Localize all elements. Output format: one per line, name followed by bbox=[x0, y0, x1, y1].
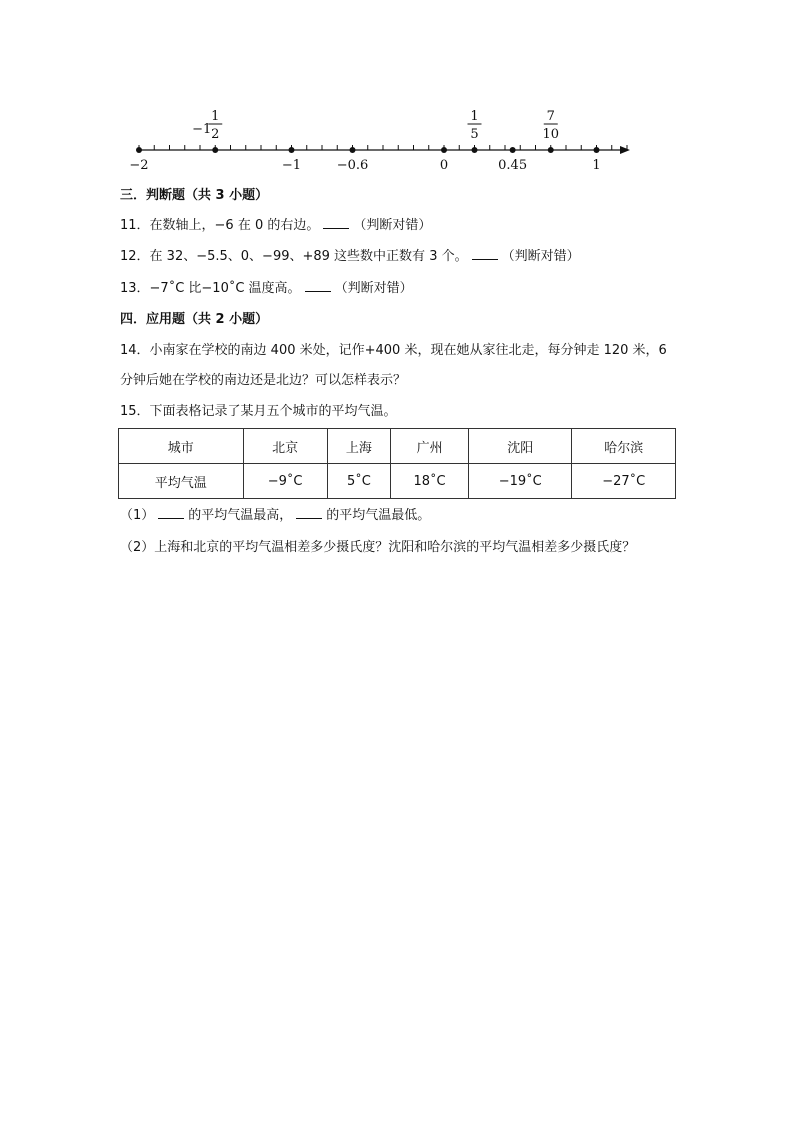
point-dot bbox=[136, 147, 142, 153]
fraction-whole: −1 bbox=[192, 122, 212, 137]
fraction-numerator: 1 bbox=[211, 109, 220, 124]
table-cell: 平均气温 bbox=[119, 464, 244, 499]
section4-heading: 四．应用题（共 2 小题） bbox=[120, 312, 269, 327]
axis-arrow bbox=[620, 146, 630, 154]
question-12 bbox=[120, 247, 580, 267]
tick-label: −1 bbox=[281, 158, 302, 173]
table-cell: 广州 bbox=[391, 429, 469, 464]
q12-answer-blank[interactable] bbox=[472, 247, 498, 260]
tick-label: 0.45 bbox=[498, 158, 528, 173]
section3-heading: 三．判断题（共 3 小题） bbox=[120, 188, 269, 203]
tick-label: 0 bbox=[439, 158, 449, 173]
temperature-table bbox=[118, 428, 676, 499]
sub-question-1 bbox=[120, 506, 430, 526]
table-cell: 上海 bbox=[327, 429, 391, 464]
sub1-blank-highest[interactable] bbox=[158, 506, 184, 519]
q12-tail: （判断对错） bbox=[501, 249, 580, 264]
table-cell: 北京 bbox=[243, 429, 327, 464]
fraction-numerator: 1 bbox=[470, 109, 479, 124]
table-row-header bbox=[119, 429, 676, 464]
sub1-prefix: （1） bbox=[120, 508, 155, 523]
fraction-numerator: 7 bbox=[546, 109, 555, 124]
fraction-denominator: 2 bbox=[211, 127, 220, 142]
tick-label: −0.6 bbox=[336, 158, 369, 173]
number-line-svg bbox=[110, 98, 650, 178]
table-cell: −9˚C bbox=[243, 464, 327, 499]
fraction-denominator: 5 bbox=[470, 127, 479, 142]
sub1-blank-lowest[interactable] bbox=[296, 506, 322, 519]
fraction-denominator: 10 bbox=[542, 127, 560, 142]
table-cell: 哈尔滨 bbox=[572, 429, 676, 464]
question-14-line2: 分钟后她在学校的南边还是北边？可以怎样表示？ bbox=[120, 373, 407, 388]
point-dot bbox=[289, 147, 295, 153]
point-dot bbox=[350, 147, 356, 153]
point-dot bbox=[441, 147, 447, 153]
question-15: 15．下面表格记录了某月五个城市的平均气温。 bbox=[120, 404, 397, 419]
point-dot bbox=[472, 147, 478, 153]
point-dot bbox=[510, 147, 516, 153]
sub1-suffix: 的平均气温最低。 bbox=[326, 508, 431, 523]
tick-label: 1 bbox=[592, 158, 601, 173]
point-dot bbox=[548, 147, 554, 153]
q13-answer-blank[interactable] bbox=[305, 279, 331, 292]
q12-text: 12．在 32、−5.5、0、−99、+89 这些数中正数有 3 个。 bbox=[120, 249, 468, 264]
table-cell: 5˚C bbox=[327, 464, 391, 499]
sub1-middle: 的平均气温最高， bbox=[188, 508, 293, 523]
table-row-temps bbox=[119, 464, 676, 499]
q11-tail: （判断对错） bbox=[353, 218, 432, 233]
q13-text: 13．−7˚C 比−10˚C 温度高。 bbox=[120, 281, 301, 296]
point-dot bbox=[212, 147, 218, 153]
question-13 bbox=[120, 279, 413, 299]
question-14-line1: 14．小南家在学校的南边 400 米处，记作+400 米，现在她从家往北走，每分钟走 120 米，6 bbox=[120, 343, 667, 358]
point-dot bbox=[594, 147, 600, 153]
tick-label: −2 bbox=[129, 158, 149, 173]
table-cell: 城市 bbox=[119, 429, 244, 464]
table-cell: 沈阳 bbox=[469, 429, 572, 464]
table-cell: −27˚C bbox=[572, 464, 676, 499]
q11-answer-blank[interactable] bbox=[323, 216, 349, 229]
table-cell: −19˚C bbox=[469, 464, 572, 499]
q11-text: 11．在数轴上，−6 在 0 的右边。 bbox=[120, 218, 320, 233]
number-line bbox=[110, 98, 650, 178]
q13-tail: （判断对错） bbox=[334, 281, 413, 296]
question-11 bbox=[120, 216, 431, 236]
table-cell: 18˚C bbox=[391, 464, 469, 499]
sub-question-2: （2）上海和北京的平均气温相差多少摄氏度？沈阳和哈尔滨的平均气温相差多少摄氏度？ bbox=[120, 540, 636, 555]
